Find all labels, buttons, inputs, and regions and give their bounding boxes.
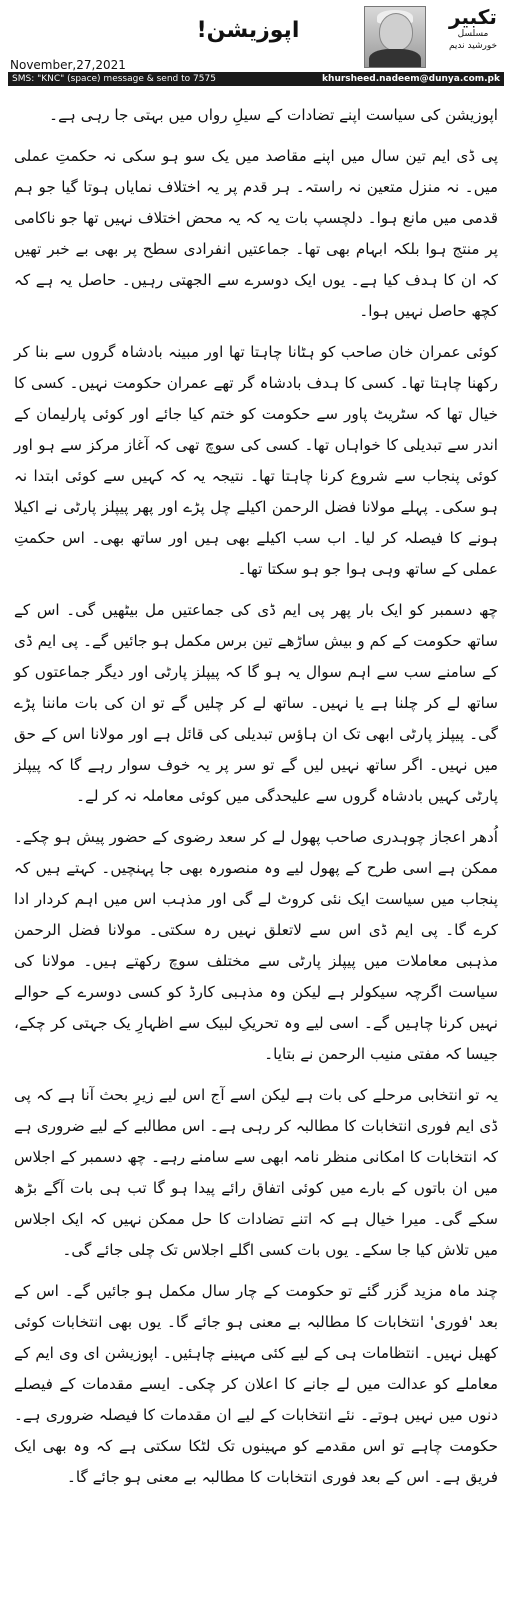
contact-bar bbox=[8, 72, 504, 86]
paragraph-2: پی ڈی ایم تین سال میں اپنے مقاصد میں یک سو ہو سکی نہ حکمتِ عملی میں۔ نہ منزل متعین نہ راستہ۔ ہر قدم پر یہ اختلاف نمایاں ہوتا گیا جو ہم قدمی میں مانع ہوا۔ دلچسپ بات یہ کہ یہ محض اختلاف نہیں تھا جو ناکامی پر منتج ہوا بلکہ ابہام بھی تھا۔ جماعتیں انفرادی سطح پر بھی بے خبر تھیں کہ ان کا ہدف کیا ہے۔ یوں ایک دوسرے سے الجھتی رہیں۔ حاصل یہ ہے کہ کچھ حاصل نہیں ہوا۔ bbox=[14, 147, 498, 320]
author-name-urdu: خورشید ندیم bbox=[448, 41, 498, 51]
paragraph-4: چھ دسمبر کو ایک بار پھر پی ایم ڈی کی جماعتیں مل بیٹھیں گی۔ اس کے ساتھ حکومت کے کم و بیش ساڑھے تین برس مکمل ہو جائیں گے۔ پی ایم ڈی کے سامنے سب سے اہم سوال یہ ہو گا کہ پیپلز پارٹی اور دیگر جماعتوں کو ساتھ لے کر چلنا ہے یا نہیں۔ ساتھ لے کر چلیں گے تو ان کی بات ماننا پڑے گی۔ پیپلز پارٹی ابھی تک ان ہاؤس تبدیلی کی قائل ہے اور مولانا اس کے حق میں نہیں۔ اگر ساتھ نہیں لیں گے تو سر پر یہ خوف سوار رہے گا کہ پیپلز پارٹی کہیں بادشاہ گروں سے علیحدگی میں کوئی معاملہ نہ کر لے۔ bbox=[14, 601, 498, 805]
paragraph-7: چند ماہ مزید گزر گئے تو حکومت کے چار سال مکمل ہو جائیں گے۔ اس کے بعد 'فوری' انتخابات کا مطالبہ بے معنی ہو جائے گا۔ یوں بھی انتخابات کوئی کھیل نہیں۔ انتظامات ہی کے لیے کئی مہینے چاہئیں۔ اپوزیشن ای وی ایم کے معاملے کو عدالت میں لے جانے کا اعلان کر چکی۔ ایسے مقدمات کے فیصلے دنوں میں نہیں ہوتے۔ نئے انتخابات کے لیے ان مقدمات کا فیصلہ ضروری ہے۔ حکومت چاہے تو اس مقدمے کو مہینوں تک لٹکا سکتی ہے کہ وہ بھی ایک فریق ہے۔ اس کے بعد فوری انتخابات کا مطالبہ بے معنی ہو جائے گا۔ bbox=[14, 1282, 498, 1486]
column-title: اپوزیشن! bbox=[196, 18, 300, 43]
author-photo bbox=[364, 6, 426, 68]
article-body bbox=[14, 100, 498, 1600]
paragraph-3: کوئی عمران خان صاحب کو ہٹانا چاہتا تھا اور مبینہ بادشاہ گروں سے بنا کر رکھنا چاہتا تھا۔ کسی کا ہدف بادشاہ گر تھے عمران حکومت نہیں۔ کسی کا خیال تھا کہ سٹریٹ پاور سے حکومت کو ختم کیا جائے اور کوئی پارلیمان کے اندر سے تبدیلی کا خواہاں تھا۔ کسی کی سوچ تھی کہ آغاز مرکز سے ہو اور کوئی پنجاب سے شروع کرنا چاہتا تھا۔ نتیجہ یہ کہ کہیں سے کوئی ابتدا نہ ہو سکی۔ پہلے مولانا فضل الرحمن اکیلے چل پڑے اور پھر پیپلز پارٹی نے اکیلا ہونے کا فیصلہ کر لیا۔ اب سب اکیلے بھی ہیں اور ساتھ بھی۔ اس حکمتِ عملی کے ساتھ وہی ہوا جو ہو سکتا تھا۔ bbox=[14, 343, 498, 578]
sms-instruction: SMS: "KNC" (space) message & send to 7575 bbox=[12, 74, 216, 84]
publish-date: November,27,2021 bbox=[10, 58, 126, 72]
paragraph-6: یہ تو انتخابی مرحلے کی بات ہے لیکن اسے آج اس لیے زیرِ بحث آنا ہے کہ پی ڈی ایم فوری انتخابات کا مطالبہ کر رہی ہے۔ اس مطالبے کے لیے ضروری ہے کہ انتخابات کا امکانی منظر نامہ ابھی سے سامنے رہے۔ چھ دسمبر کے اجلاس میں ان باتوں کے بارے میں کوئی اتفاق رائے پیدا ہو گا تب ہی بات آگے بڑھ سکے گی۔ میرا خیال ہے کہ اتنے تضادات کا حل ممکن نہیں کہ ایک اجلاس میں تلاش کیا جا سکے۔ یوں بات کسی اگلے اجلاس تک چلی جائے گی۔ bbox=[14, 1086, 498, 1259]
paragraph-5: اُدھر اعجاز چوہدری صاحب پھول لے کر سعد رضوی کے حضور پیش ہو چکے۔ ممکن ہے اسی طرح کے پھول لیے وہ منصورہ بھی جا پہنچیں۔ کہتے ہیں کہ پنجاب میں سیاست ایک نئی کروٹ لے گی اور مذہب اس میں اہم کردار ادا کرے گا۔ پی ایم ڈی اس سے لاتعلق نہیں رہ سکتی۔ مولانا فضل الرحمن مذہبی معاملات میں پیپلز پارٹی سے مختلف سوچ رکھتے ہیں۔ مولانا کی سیاست اگرچہ سیکولر ہے لیکن وہ مذہبی کارڈ کو کسی دوسرے کے حوالے نہیں کرنا چاہیں گے۔ اسی لیے وہ تحریکِ لبیک سے اظہارِ یک جہتی کر چکے، جیسا کہ مفتی منیب الرحمن نے بتایا۔ bbox=[14, 828, 498, 1063]
brand-subtitle: مسلسل bbox=[457, 29, 489, 39]
brand-title: تکبیر bbox=[449, 5, 497, 29]
column-header bbox=[0, 0, 512, 95]
paragraph-1: اپوزیشن کی سیاست اپنے تضادات کے سیلِ رواں میں بہتی جا رہی ہے۔ bbox=[49, 106, 498, 124]
column-brand bbox=[442, 6, 504, 52]
author-email: khursheed.nadeem@dunya.com.pk bbox=[322, 74, 500, 84]
